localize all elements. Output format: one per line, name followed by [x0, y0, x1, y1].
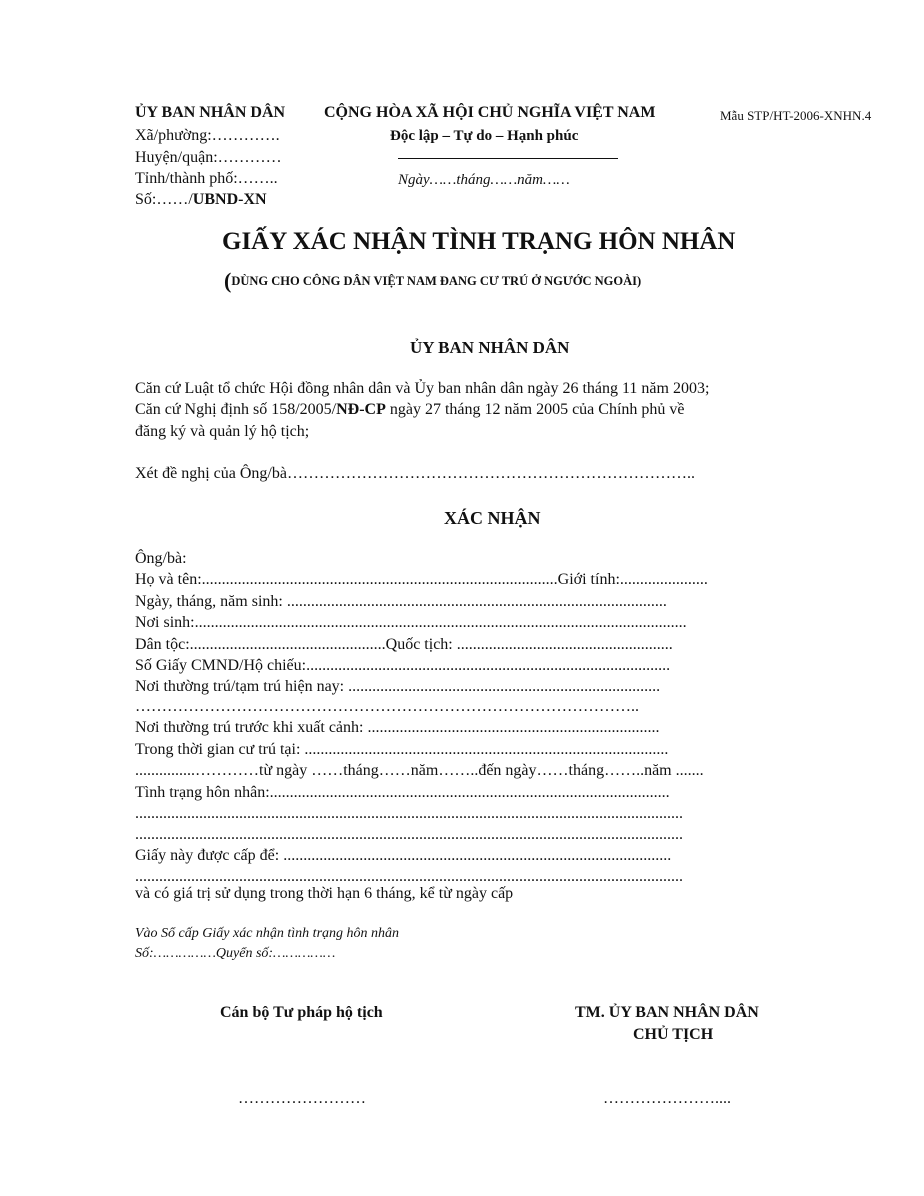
form-code: Mẫu STP/HT-2006-XNHN.4 — [720, 108, 872, 123]
country-name: CỘNG HÒA XÃ HỘI CHỦ NGHĨA VIỆT NAM — [324, 104, 656, 121]
field-line: ......................................................................................................................................... — [135, 868, 683, 885]
field-line: Số Giấy CMND/Hộ chiếu:........................................................................................... — [135, 657, 671, 674]
field-line: ...............…………từ ngày ……tháng……năm……..đến ngày……tháng……..năm ....... — [135, 762, 704, 779]
field-line: ………………………………………………………………………………….. — [135, 698, 639, 715]
chairman-signature-subtitle: CHỦ TỊCH — [633, 1026, 714, 1043]
chairman-signature-title: TM. ỦY BAN NHÂN DÂN — [575, 1004, 759, 1021]
field-line: Họ và tên:.........................................................................................Giới tính:...................... — [135, 571, 708, 588]
confirm-heading: XÁC NHẬN — [444, 508, 541, 528]
field-line: Tình trạng hôn nhân:.................................................................................................... — [135, 784, 670, 801]
field-line: Giấy này được cấp để: ................................................................................................. — [135, 847, 672, 864]
basis-line-2-b: NĐ-CP — [336, 401, 386, 418]
field-line: Ông/bà: — [135, 550, 187, 567]
field-line: ......................................................................................................................................... — [135, 826, 683, 843]
field-line: Trong thời gian cư trú tại: ........................................................................................... — [135, 741, 669, 758]
field-line: Nơi sinh:........................................................................................................................... — [135, 614, 687, 631]
motto-underline — [398, 158, 618, 159]
validity-line: và có giá trị sử dụng trong thời hạn 6 tháng, kể từ ngày cấp — [135, 885, 514, 902]
basis-line-3: đăng ký và quản lý hộ tịch; — [135, 423, 310, 440]
ward-field: Xã/phường:…………. — [135, 127, 280, 144]
province-field: Tỉnh/thành phố:…….. — [135, 170, 278, 187]
national-motto: Độc lập – Tự do – Hạnh phúc — [390, 128, 579, 144]
basis-line-1: Căn cứ Luật tổ chức Hội đồng nhân dân và Ủy ban nhân dân ngày 26 tháng 11 năm 2003; — [135, 380, 710, 397]
basis-line-2-c: ngày 27 tháng 12 năm 2005 của Chính phủ về — [385, 401, 685, 418]
field-line: Ngày, tháng, năm sinh: ............................................................................................... — [135, 593, 667, 610]
field-line: Nơi thường trú/tạm trú hiện nay: .............................................................................. — [135, 678, 661, 695]
field-line: ......................................................................................................................................... — [135, 805, 683, 822]
basis-line-2 — [135, 401, 685, 419]
clerk-signature-dots: …………………… — [238, 1090, 366, 1107]
basis-line-2-a: Căn cứ Nghị định số 158/2005/ — [135, 401, 337, 418]
chairman-signature-dots: ………………….... — [603, 1090, 731, 1107]
registry-line-2: Số:……………Quyển số:…………… — [135, 946, 336, 961]
date-line: Ngày……tháng……năm…… — [398, 172, 570, 188]
document-title: GIẤY XÁC NHẬN TÌNH TRẠNG HÔN NHÂN — [222, 228, 736, 255]
registry-line-1: Vào Sổ cấp Giấy xác nhận tình trạng hôn nhân — [135, 926, 400, 941]
clerk-signature-title: Cán bộ Tư pháp hộ tịch — [220, 1004, 383, 1021]
document-number-suffix: UBND-XN — [192, 191, 267, 208]
document-number-prefix: Số:……/ — [135, 191, 193, 208]
field-line: Dân tộc:.................................................Quốc tịch: ...................................................... — [135, 636, 673, 653]
proposal-line: Xét đề nghị của Ông/bà………………………………………………………………….. — [135, 465, 695, 482]
org-name: ỦY BAN NHÂN DÂN — [135, 104, 286, 121]
subtitle-paren: ( — [224, 268, 232, 293]
field-line: Nơi thường trú trước khi xuất cảnh: ......................................................................... — [135, 719, 660, 736]
document-subtitle — [224, 268, 641, 294]
subtitle-text: DÙNG CHO CÔNG DÂN VIỆT NAM ĐANG CƯ TRÚ Ở NGƯỚC NGOÀI) — [231, 274, 642, 288]
district-field: Huyện/quận:………… — [135, 149, 282, 166]
authority-heading: ỦY BAN NHÂN DÂN — [410, 338, 570, 357]
document-number — [135, 191, 267, 209]
